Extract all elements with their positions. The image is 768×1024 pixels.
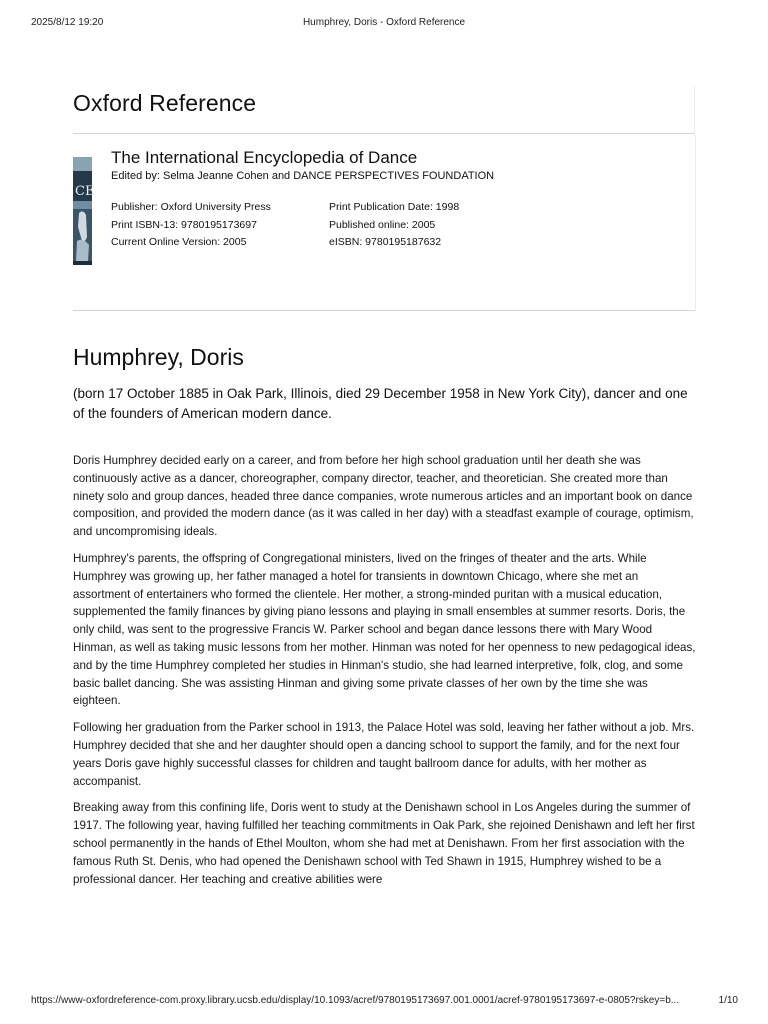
eisbn: eISBN: 9780195187632 bbox=[329, 236, 442, 248]
body-paragraph: Following her graduation from the Parker school in 1913, the Palace Hotel was sold, leaving her father without a job. Mrs. Humphrey decided that she and her daughter should open a dancing school to support the family, and for the next four years Doris gave highly successful classes for children and taught ballroom dance for adults, with her mother as accompanist. bbox=[73, 721, 695, 788]
print-page-number: 1/10 bbox=[718, 995, 738, 1006]
book-card bbox=[73, 135, 696, 310]
header-edge bbox=[694, 86, 695, 134]
print-publication-date: Print Publication Date: 1998 bbox=[329, 201, 460, 213]
print-isbn: Print ISBN-13: 9780195173697 bbox=[111, 218, 257, 231]
book-title[interactable]: The International Encyclopedia of Dance bbox=[111, 148, 418, 167]
metadata-column-left bbox=[111, 199, 271, 252]
book-info bbox=[111, 148, 691, 248]
brand-divider bbox=[73, 133, 695, 134]
print-datetime: 2025/8/12 19:20 bbox=[31, 17, 104, 28]
site-brand[interactable]: Oxford Reference bbox=[73, 90, 257, 116]
print-page-title: Humphrey, Doris - Oxford Reference bbox=[302, 17, 466, 28]
print-url: https://www-oxfordreference-com.proxy.library.ucsb.edu/display/10.1093/acref/9780195173697.001.0001/acref-9780195173697-e-0805?rskey=b... bbox=[31, 995, 680, 1006]
body-paragraph: Breaking away from this confining life, Doris went to study at the Denishawn school in Los Angeles during the summer of 1917. The following year, having fulfilled her teaching commitments in Oak Park, she rejoined Denishawn and left her first school permanently in the hands of Ethel Moulton, whom she had met at Denishawn. From her first association with the famous Ruth St. Denis, who had opened the Denishawn school with Ted Shawn in 1915, Humphrey wished to be a professional dancer. Her teaching and creative abilities were bbox=[73, 801, 695, 886]
published-online: Published online: 2005 bbox=[329, 218, 436, 231]
book-cover-image[interactable] bbox=[73, 157, 95, 265]
metadata-column-right bbox=[329, 199, 459, 252]
body-paragraph: Humphrey's parents, the offspring of Congregational ministers, lived on the fringes of theater and the arts. While Humphrey was growing up, her father managed a hotel for transients in downtown Chicago, where she met an assortment of entertainers who formed the clientele. Her mother, a strong-minded puritan with a musical education, supplemented the family finances by giving piano lessons and playing in small ensembles at summer resorts. Doris, the only child, was sent to the progressive Francis W. Parker school and began dance lessons there with Mary Wood Hinman, as well as taking music lessons from her mother. Hinman was noted for her openness to new pedagogical ideas, and by the time Humphrey completed her studies in Hinman's studio, she had learned interpretive, folk, clog, and some basic ballet dancing. She was assisting Hinman and giving some private classes of her own by the time she was eighteen. bbox=[73, 551, 696, 708]
body-paragraph: Doris Humphrey decided early on a career, and from before her high school graduation until her death she was continuously active as a dancer, choreographer, company director, teacher, and theoretician. She created more than ninety solo and group dances, headed three dance companies, wrote numerous articles and an important book on dance composition, and provided the modern dance (as it was called in her day) with a steadfast example of courage, optimism, and uncompromising ideals. bbox=[73, 454, 694, 539]
svg-text:CE: CE bbox=[75, 184, 95, 199]
print-header bbox=[0, 17, 768, 31]
publisher: Publisher: Oxford University Press bbox=[111, 201, 271, 213]
entry-body bbox=[73, 452, 697, 897]
current-online-version: Current Online Version: 2005 bbox=[111, 236, 247, 248]
entry-intro: (born 17 October 1885 in Oak Park, Illinois, died 29 December 1958 in New York City), dancer and one of the founders of American modern dance. bbox=[73, 386, 688, 421]
book-editor: Edited by: Selma Jeanne Cohen and DANCE PERSPECTIVES FOUNDATION bbox=[111, 170, 495, 182]
book-cover-art bbox=[73, 157, 95, 265]
print-footer bbox=[0, 995, 768, 1009]
entry-title: Humphrey, Doris bbox=[73, 344, 244, 370]
book-card-divider bbox=[73, 310, 695, 311]
